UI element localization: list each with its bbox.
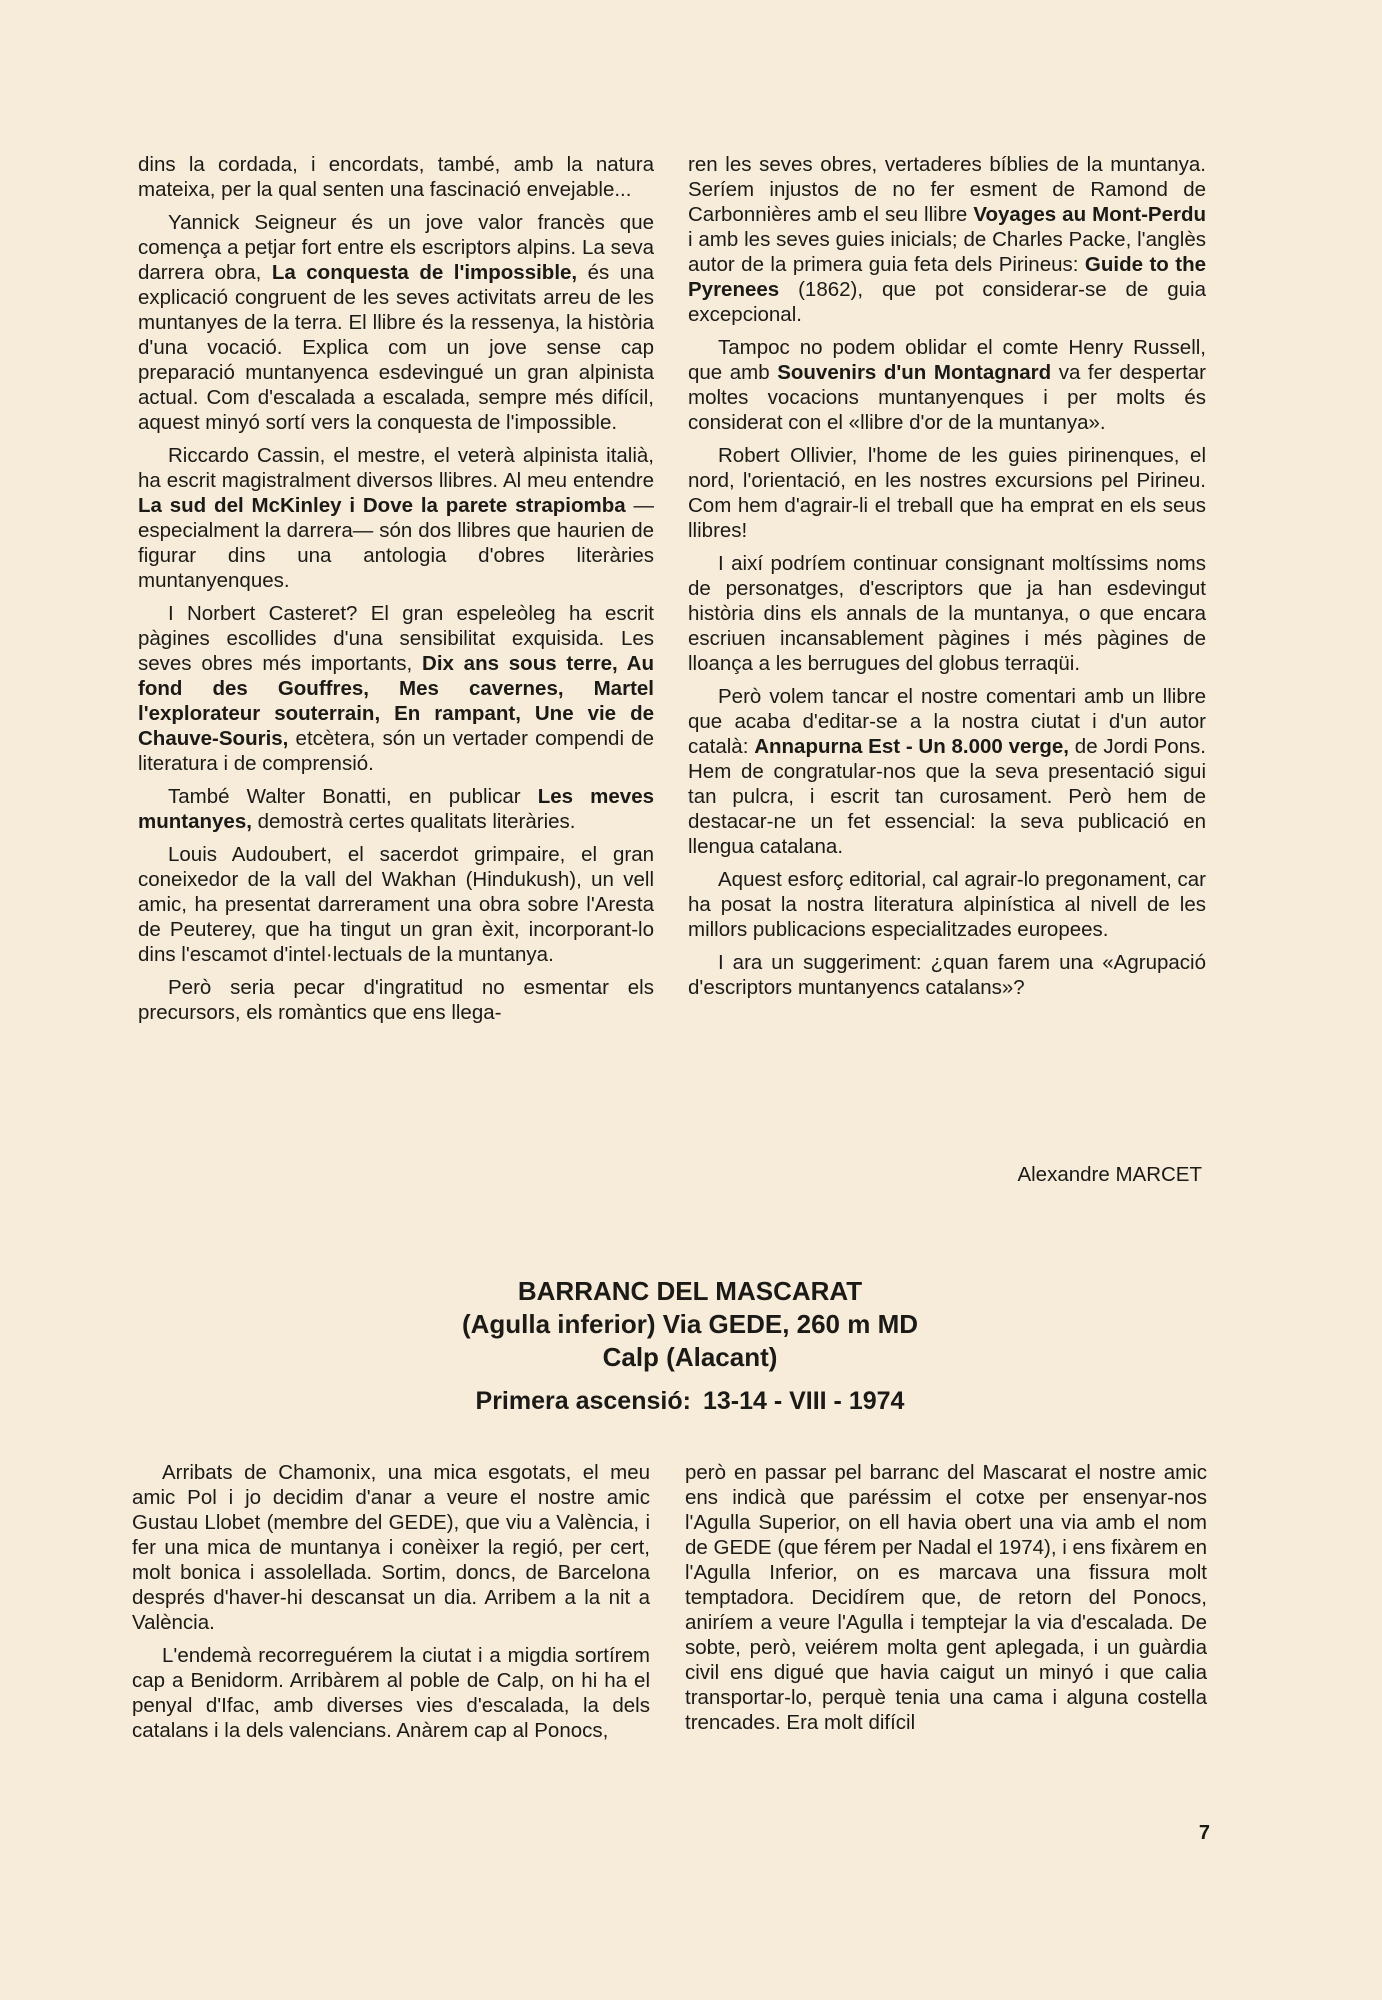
book-title-text: La sud del McKinley i Dove la parete strapiomba — [138, 494, 626, 517]
paragraph-text: També Walter Bonatti, en publicar — [168, 785, 538, 808]
paragraph — [688, 551, 1206, 676]
paragraph — [138, 975, 654, 1025]
paragraph-text: ren les seves obres, vertaderes bíblies de la muntanya. Seríem injustos de no fer esment de Ramond de Carbonnières amb el seu llibre — [688, 153, 1206, 226]
paragraph — [132, 1460, 650, 1635]
paragraph — [138, 443, 654, 593]
column-bottom-right — [685, 1460, 1207, 1743]
paragraph — [138, 601, 654, 776]
paragraph-text: Però volem tancar el nostre comentari amb un llibre que acaba d'editar-se a la nostra ciutat i d'un autor català: — [688, 685, 1206, 758]
paragraph — [688, 684, 1206, 859]
paragraph-text: i amb les seves guies inicials; de Charles Packe, l'anglès autor de la primera guia feta dels Pirineus: — [688, 228, 1206, 276]
author-signature: Alexandre MARCET — [1017, 1163, 1202, 1186]
title-line: (Agulla inferior) Via GEDE, 260 m MD — [461, 1309, 919, 1339]
title-line: BARRANC DEL MASCARAT — [517, 1276, 863, 1306]
book-title-text: Voyages au Mont-Perdu — [973, 203, 1206, 226]
paragraph — [688, 335, 1206, 435]
paragraph-text: I Norbert Casteret? El gran espeleòleg ha escrit pàgines escollides d'una sensibilitat exquisida. Les seves obres més importants, — [138, 602, 654, 675]
paragraph — [688, 867, 1206, 942]
paragraph-text: Però seria pecar d'ingratitud no esmentar els precursors, els romàntics que ens llega- — [138, 976, 654, 1024]
column-bottom-left — [132, 1460, 650, 1751]
column-top-right — [688, 152, 1206, 1008]
paragraph-text: demostrà certes qualitats literàries. — [251, 810, 576, 833]
paragraph-text: dins la cordada, i encordats, també, amb la natura mateixa, per la qual senten una fascinació envejable... — [138, 153, 654, 201]
paragraph — [138, 210, 654, 435]
book-title-text: Souvenirs d'un Montagnard — [777, 361, 1052, 384]
paragraph-text: L'endemà recorreguérem la ciutat i a migdia sortírem cap a Benidorm. Arribàrem al poble de Calp, on hi ha el penyal d'Ifac, amb diverses vies d'escalada, la dels catalans i la dels valencians. Anàrem cap al Ponocs, — [132, 1644, 650, 1742]
paragraph — [138, 152, 654, 202]
paragraph — [688, 950, 1206, 1000]
paragraph-text: però en passar pel barranc del Mascarat el nostre amic ens indicà que paréssim el cotxe per ensenyar-nos l'Agulla Superior, on ell havia obert una via amb el nom de GEDE (que férem per Nadal el 1974), i ens fixàrem en l'Agulla Inferior, on es marcava una fissura molt temptadora. Decidírem que, de retorn del Ponocs, aniríem a veure l'Agulla i temptejar la via d'escalada. De sobte, però, veiérem molta gent aplegada, i un guàrdia civil ens digué que havia caigut un minyó i que calia transportar-lo, perquè tenia una cama i alguna costella trencades. Era molt difícil — [685, 1461, 1207, 1734]
first-ascent-label: Primera ascensió: — [475, 1387, 691, 1415]
article-title — [280, 1275, 1100, 1374]
paragraph-text: —especialment la darrera— són dos llibres que haurien de figurar dins una antologia d'obres literàries muntanyenques. — [138, 494, 654, 592]
paragraph-text: Aquest esforç editorial, cal agrair-lo pregonament, car ha posat la nostra literatura alpinística al nivell de les millors publicacions especialitzades europees. — [688, 868, 1206, 941]
paragraph — [688, 443, 1206, 543]
paragraph-text: Robert Ollivier, l'home de les guies pirinenques, el nord, l'orientació, en les nostres excursions pel Pirineu. Com hem d'agrair-li el treball que ha emprat en els seus llibres! — [688, 444, 1206, 542]
paragraph-text: Tampoc no podem oblidar el comte Henry Russell, que amb — [688, 336, 1206, 384]
paragraph-text: va fer despertar moltes vocacions muntanyenques i per molts és considerat con el «llibre d'or de la muntanya». — [688, 361, 1207, 434]
paragraph-text: Yannick Seigneur és un jove valor francès que comença a petjar fort entre els escriptors alpins. La seva darrera obra, — [138, 211, 654, 284]
book-title-text: Les meves muntanyes, — [138, 785, 654, 833]
paragraph — [138, 784, 654, 834]
paragraph — [132, 1643, 650, 1743]
book-title-text: Dix ans sous terre, Au fond des Gouffres, Mes cavernes, Martel l'explorateur souterrain, En rampant, Une vie de Chauve-Souris, — [138, 652, 654, 750]
paragraph — [138, 842, 654, 967]
paragraph — [685, 1460, 1207, 1735]
paragraph-text: etcètera, són un vertader compendi de literatura i de comprensió. — [138, 727, 654, 775]
paragraph-text: és una explicació congruent de les seves activitats arreu de les muntanyes de la terra. El llibre és la ressenya, la història d'una vocació. Explica com un jove sense cap preparació muntanyenca esdevingué un gran alpinista actual. Com d'escalada a escalada, sempre més difícil, aquest minyó sortí vers la conquesta de l'impossible. — [138, 261, 654, 434]
paragraph-text: (1862), que pot considerar-se de guia excepcional. — [688, 278, 1206, 326]
column-top-left — [138, 152, 654, 1033]
paragraph — [688, 152, 1206, 327]
paragraph-text: Riccardo Cassin, el mestre, el veterà alpinista italià, ha escrit magistralment diversos llibres. Al meu entendre — [138, 444, 654, 492]
paragraph-text: de Jordi Pons. Hem de congratular-nos que la seva presentació sigui tan pulcra, i escrit tan curosament. Però hem de destacar-ne un fet essencial: la seva publicació en llengua catalana. — [688, 735, 1206, 858]
paragraph-text: I ara un suggeriment: ¿quan farem una «Agrupació d'escriptors muntanyencs catalans»? — [688, 951, 1206, 999]
first-ascent-date: 13-14 - VIII - 1974 — [702, 1387, 905, 1415]
book-title-text: Annapurna Est - Un 8.000 verge, — [754, 735, 1070, 758]
paragraph-text: I així podríem continuar consignant moltíssims noms de personatges, d'escriptors que ja han esdevingut història dins els annals de la muntanya, o que encara escriuen incansablement pàgines i més pàgines de lloança a les berrugues del globus terraqüi. — [688, 552, 1206, 675]
page-number: 7 — [1198, 1822, 1210, 1844]
paragraph-text: Louis Audoubert, el sacerdot grimpaire, el gran coneixedor de la vall del Wakhan (Hindukush), un vell amic, ha presentat darrerament una obra sobre l'Aresta de Peuterey, que ha tingut un gran èxit, incorporant-lo dins l'escamot d'intel·lectuals de la muntanya. — [138, 843, 654, 966]
book-title-text: La conquesta de l'impossible, — [271, 261, 578, 284]
first-ascent-line — [280, 1387, 1100, 1416]
book-title-text: Guide to the Pyrenees — [688, 253, 1206, 301]
paragraph-text: Arribats de Chamonix, una mica esgotats, el meu amic Pol i jo decidim d'anar a veure el nostre amic Gustau Llobet (membre del GEDE), que viu a València, i fer una mica de muntanya i conèixer la regió, per cert, molt bonica i assolellada. Sortim, doncs, de Barcelona després d'haver-hi descansat un dia. Arribem a la nit a València. — [132, 1461, 650, 1634]
title-line: Calp (Alacant) — [602, 1342, 778, 1372]
